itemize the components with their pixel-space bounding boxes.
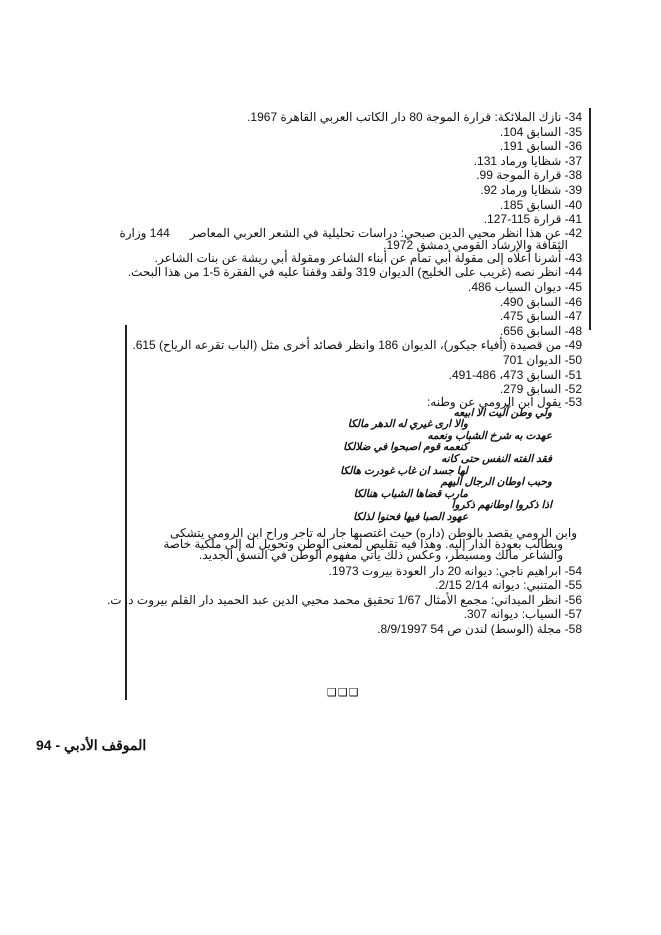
note-53: 53- يقول ابن الرومي عن وطنه: [426, 394, 582, 409]
poem-line: عهود الصبا فيها فحنوا لذلكا [353, 511, 468, 524]
endnotes [106, 110, 582, 637]
note-36: 36- السابق 191. [499, 139, 582, 154]
note-45: 45- ديوان السياب 486. [467, 279, 582, 294]
note-57: 57- السياب: ديوانه 307. [463, 607, 582, 622]
commentary-paragraph: وابن الرومي يقصد بالوطن (داره) حيث اغتصبها جار له تاجر وراح ابن الرومي يتشكى ويطالب بعودة الدار إليه. وهذا فيه تقليص لمعنى الوطن وتحويل له إلى ملكية خاصة والشاعر مالك ومسيطر، وعكس ذلك يأتي مفهوم الوطن في النسق الجديد. [163, 525, 577, 562]
poem-line: مارب قضاها الشباب هنالكا [353, 487, 468, 500]
note-38: 38- قرارة الموجة 99. [476, 168, 582, 183]
note-50: 50- الديوان 701 [502, 352, 582, 367]
poem [132, 408, 582, 524]
poem-line: اذا ذكروا اوطانهم ذكروا [451, 499, 552, 512]
note-51: 51- السابق 473، 486-491. [448, 367, 582, 382]
section-separator: ❑❑❑ [327, 686, 360, 699]
note-44: 44- انظر نصه (غريب على الخليج) الديوان 319 ولقد وقفنا عليه في الفقرة 5-1 من هذا البحث. [127, 265, 582, 280]
note-56: 56- انظر الميداني: مجمع الأمثال 1/67 تحقيق محمد محيي الدين عبد الحميد دار القلم بيروت د. ت. [106, 592, 582, 607]
poem-line: عهدت به شرخ الشباب ونعمه [427, 429, 552, 442]
poem-line: ولي وطن آليت الا ابيعه [453, 406, 552, 419]
note-34: 34- نازك الملائكة: قرارة الموجة 80 دار الكاتب العربي القاهرة 1967. [247, 110, 582, 124]
margin-rule-left [125, 325, 127, 700]
note-39: 39- شظايا ورماد 92. [480, 182, 582, 197]
note-55: 55- المتنبي: ديوانه 2/14 2/15. [435, 578, 582, 593]
poem-line: فقد الفته النفس حتى كانه [441, 453, 552, 466]
note-48: 48- السابق 656. [499, 323, 582, 338]
note-37: 37- شظايا ورماد 131. [473, 153, 582, 168]
note-43: 43- أشرنا أعلاه إلى مقولة أبي تمام عن أبناء الشاعر ومقولة أبي ريشة عن بنات الشاعر. [154, 250, 582, 265]
page-footer: الموقف الأدبي - 94 [36, 737, 147, 753]
poem-line: والا ارى غيري له الدهر مالكا [347, 418, 468, 431]
note-58: 58- مجلة (الوسط) لندن ص 54 8/9/1997. [377, 622, 582, 636]
poem-line: لها جسد ان غاب غودرت هالكا [340, 464, 468, 477]
margin-rule-right [589, 108, 591, 330]
poem-line: وحبب اوطان الرجال اليهم [440, 476, 552, 489]
note-49: 49- من قصيدة (أفياء جيكور)، الديوان 186 وانظر قصائد أخرى مثل (الباب تقرعه الرياح) 615. [132, 338, 582, 353]
note-46: 46- السابق 490. [499, 294, 582, 309]
note-47: 47- السابق 475. [499, 309, 582, 324]
note-41: 41- قرارة 115-127. [483, 212, 582, 227]
note-35: 35- السابق 104. [499, 124, 582, 139]
note-40: 40- السابق 185. [499, 197, 582, 212]
note-54: 54- ابراهيم ناجي: ديوانه 20 دار العودة بيروت 1973. [328, 563, 582, 578]
note-52: 52- السابق 279. [499, 382, 582, 397]
note-42: 42- عن هذا انظر محيي الدين صبحي: دراسات تحليلية في الشعر العربي المعاصر 144 وزارة الثقافة والإرشاد القومي دمشق 1972. [116, 225, 582, 252]
poem-line: كنعمه قوم اصبحوا في ضلالكا [343, 441, 468, 454]
